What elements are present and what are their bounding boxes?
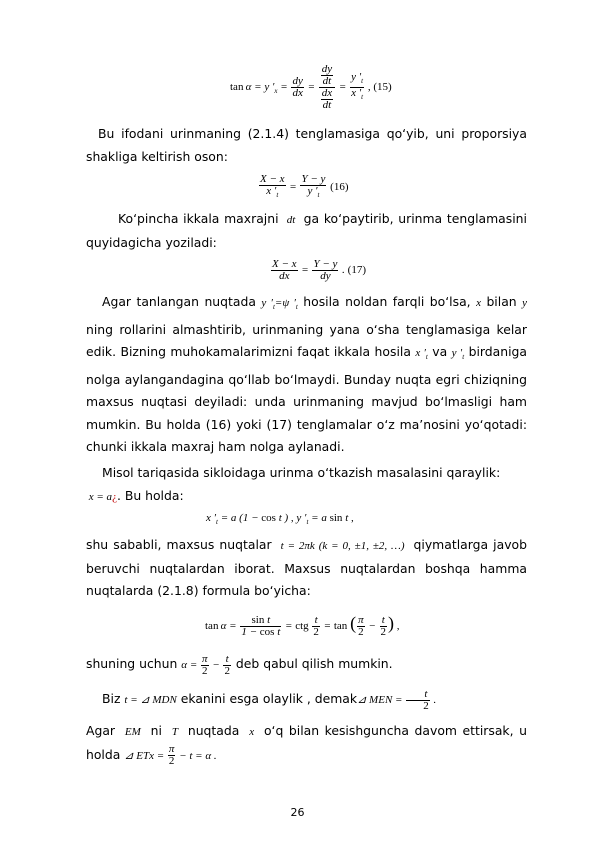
paragraph-5 [86, 485, 527, 509]
paragraph-1 [86, 123, 527, 168]
paragraph-8-text-b: ekanini esga olaylik , demak [180, 691, 358, 706]
math-men-angle: ⊿ MEN = $\frac{t}{2}$ . [357, 687, 437, 712]
formula-15: tan α = y $'_x$ = $\frac{dy}{dx}$ = $\frac{\frac{dy}{dt}}{\frac{dx}{dt}}$ = $\frac{y '_t}{x '_t}$ , (15) [230, 63, 392, 111]
paragraph-9-text-a: Agar [86, 723, 116, 738]
paragraph-7-text-a: shuning uchun [86, 656, 178, 671]
paragraph-7 [86, 653, 527, 677]
paragraph-8-text-a: Biz [102, 691, 121, 706]
paragraph-9-text-b: ni [150, 723, 162, 738]
paragraph-3-text-a: Agar tanlangan nuqtada [102, 294, 256, 309]
page-number: 26 [290, 806, 305, 819]
paragraph-9-text-d: o‘q bilan kesishguncha davom ettirsak, u holda [86, 723, 527, 762]
paragraph-4 [86, 462, 527, 485]
math-t-angle: t = ⊿ MDN [124, 694, 177, 706]
paragraph-7-text-b: deb qabul qilish mumkin. [235, 656, 393, 671]
math-etx-angle: ⊿ ETx = $\frac{\pi}{2}$ − t = α . [124, 743, 217, 768]
paragraph-2 [86, 208, 527, 254]
math-y-prime: y $'_t$ [451, 347, 465, 362]
paragraph-5-text: . Bu holda: [116, 488, 184, 503]
formula-17: $\frac{X - x}{dx}$ = $\frac{Y - y}{dy}$ . (17) [272, 258, 366, 282]
paragraph-3-text-b: hosila noldan farqli bo‘lsa, [303, 294, 471, 309]
formula-cycloid-derivatives: x $'_t = a$ (1 − cos t ) , y $'_t = a$ sin t , [206, 512, 354, 527]
formula-tan-alpha: tan α = $\frac{\text{sin t}}{\text{1 − cos t}}$ = ctg $\frac{t}{2}$ = tan ( $\frac{\pi}{2}$ − $\frac{t}{2}$ ) , [205, 613, 400, 638]
paragraph-2-text-b: ga ko‘paytirib, urinma tenglamasini quyidagicha yoziladi: [86, 211, 527, 250]
paragraph-9 [86, 720, 527, 767]
math-T: T [167, 726, 183, 738]
paragraph-3-text-f: birdaniga nolga aylangandagina qo‘llab bo‘lmaydi. Bunday nuqta egri chiziqning maxsus nuqtasi deyiladi: unda urinmaning mavjud bo‘lmasligi ham mumkin. Bu holda (16) yoki (17) tenglamalar o‘z ma’nosini yo‘qotadi: chunki ikkala maxraj ham nolga aylanadi. [86, 344, 527, 455]
paragraph-2-text-a: Ko‘pincha ikkala maxrajni [118, 211, 279, 226]
paragraph-6-text-a: shu sababli, maxsus nuqtalar [86, 537, 272, 552]
math-em: EM [120, 726, 146, 738]
paragraph-3-text-d: ning rollarini almashtirib, urinmaning yana o‘sha tenglamasiga kelar edik. Bizning muhokamalarimizni faqat ikkala hosila [86, 321, 527, 360]
math-derivative-condition: y $'_t=\psi$ $'_t$ [261, 297, 298, 312]
math-cycloid: x = a¿ [86, 491, 117, 503]
paragraph-1-text: Bu ifodani urinmaning (2.1.4) tenglamasiga qo‘yib, uni proporsiya shakliga keltirish oson: [86, 126, 527, 164]
paragraph-3-text-e: va [432, 344, 448, 360]
formula-16: $\frac{X - x}{x '_t}$ = $\frac{Y - y}{y '_t}$ (16) [260, 173, 349, 200]
math-dt: dt [283, 214, 299, 226]
math-singular-points: t = 2πk (k = 0, ±1, ±2, …) [276, 540, 409, 552]
math-x-axis: x [244, 726, 259, 738]
paragraph-6-text-b: qiymatlarga javob beruvchi nuqtalardan iborat. Maxsus nuqtalardan boshqa hamma nuqtalarda (2.1.8) formula bo‘yicha: [86, 537, 527, 598]
paragraph-9-text-c: nuqtada [187, 723, 240, 738]
paragraph-3-text-c: bilan [486, 294, 517, 309]
paragraph-3 [86, 291, 527, 459]
paragraph-8 [86, 688, 527, 712]
math-x-prime: x $'_t$ [415, 347, 428, 362]
math-x: x [476, 297, 481, 309]
math-y: y [522, 297, 527, 309]
paragraph-4-text: Misol tariqasida sikloidaga urinma o‘tkazish masalasini qaraylik: [102, 465, 501, 480]
math-alpha: α = $\frac{\pi}{2}$ − $\frac{t}{2}$ [181, 652, 230, 677]
paragraph-6 [86, 534, 527, 603]
